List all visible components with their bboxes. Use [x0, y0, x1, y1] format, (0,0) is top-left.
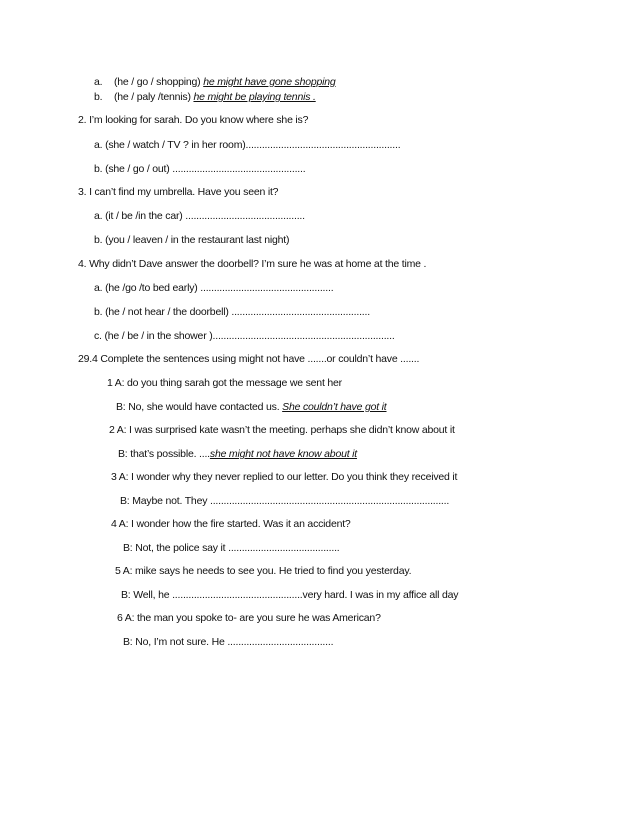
response-text: B: that’s possible. ....	[118, 448, 210, 460]
dialogue-5-b: B: Well, he ................................................very hard. I was in my affice all day	[121, 589, 459, 601]
list-marker: a.	[94, 76, 103, 88]
answer-text: she might not have know about it	[209, 448, 358, 460]
dialogue-1-a: 1 A: do you thing sarah got the message we sent her	[107, 377, 342, 389]
prompt-text: (he / paly /tennis)	[114, 91, 194, 103]
dialogue-2-a: 2 A: I was surprised kate wasn’t the meeting. perhaps she didn’t know about it	[109, 424, 455, 436]
question-4: 4. Why didn’t Dave answer the doorbell? I’m sure he was at home at the time .	[78, 258, 427, 270]
answer-text: he might have gone shopping	[203, 76, 336, 88]
dialogue-4-a: 4 A: I wonder how the fire started. Was it an accident?	[111, 518, 351, 530]
answer-text: She couldn’t have got it	[282, 401, 387, 413]
answer-text: he might be playing tennis .	[193, 91, 316, 103]
question-2b: b. (she / go / out) .................................................	[94, 163, 306, 175]
list-marker: b.	[94, 91, 103, 103]
dialogue-1-b	[116, 401, 387, 414]
question-2a: a. (she / watch / TV ? in her room).........................................................	[94, 139, 401, 151]
question-4c: c. (he / be / in the shower )...................................................................	[94, 330, 395, 342]
dialogue-4-b: B: Not, the police say it .........................................	[123, 542, 340, 554]
question-3b: b. (you / leaven / in the restaurant last night)	[94, 234, 290, 246]
question-4a: a. (he /go /to bed early) .................................................	[94, 282, 334, 294]
dialogue-6-b: B: No, I’m not sure. He .......................................	[123, 636, 334, 648]
question-2: 2. I’m looking for sarah. Do you know where she is?	[78, 114, 309, 126]
dialogue-2-b	[118, 448, 357, 461]
dialogue-3-b: B: Maybe not. They ........................................................................................	[120, 495, 450, 507]
prompt-text: (he / go / shopping)	[114, 76, 204, 88]
response-text: B: No, she would have contacted us.	[116, 401, 283, 413]
dialogue-3-a: 3 A: I wonder why they never replied to our letter. Do you think they received it	[111, 471, 458, 483]
dialogue-6-a: 6 A: the man you spoke to- are you sure he was American?	[117, 612, 381, 624]
exercise-b-line	[94, 91, 316, 104]
question-3a: a. (it / be /in the car) ............................................	[94, 210, 305, 222]
exercise-a-line	[94, 76, 336, 89]
question-3: 3. I can’t find my umbrella. Have you seen it?	[78, 186, 279, 198]
section-29-4-heading: 29.4 Complete the sentences using might not have .......or couldn’t have .......	[78, 353, 420, 365]
dialogue-5-a: 5 A: mike says he needs to see you. He tried to find you yesterday.	[115, 565, 412, 577]
question-4b: b. (he / not hear / the doorbell) ...................................................	[94, 306, 370, 318]
